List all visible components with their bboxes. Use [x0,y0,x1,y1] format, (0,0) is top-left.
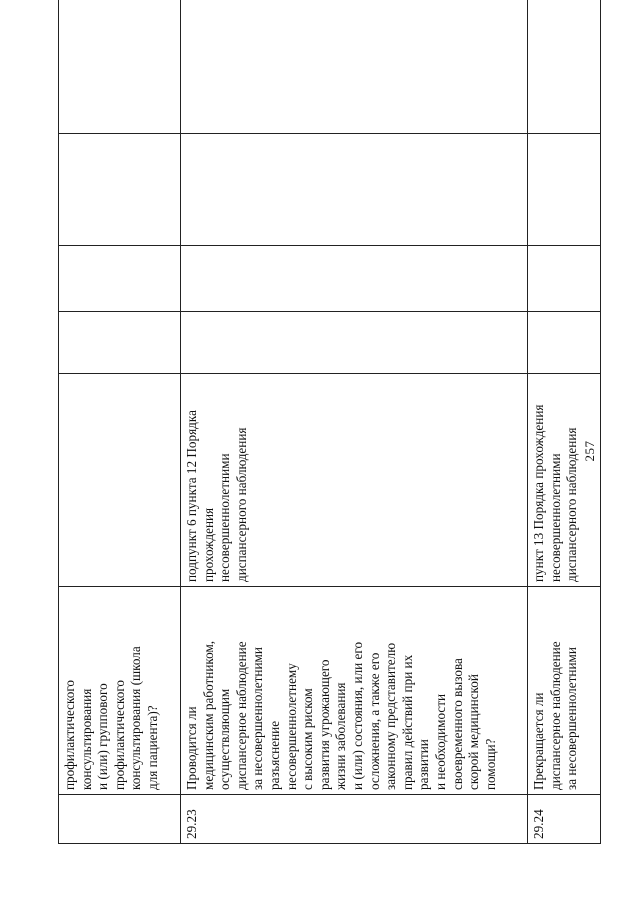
answer-no-cell [59,246,181,312]
text-line: диспансерное наблюдение [547,641,563,790]
answer-no-cell [528,246,601,312]
text-line: консультирования (школа [128,646,144,790]
text-line: Проводится ли [184,706,199,790]
text-line: прохождения [200,507,216,582]
answer-yes-cell [181,312,528,374]
item-number-cell: 29.24 [528,795,601,844]
text-line: правил действий при их [399,654,415,790]
text-line: пункт 13 Порядка прохождения [531,404,546,582]
text-line: своевременного вызова [449,658,465,790]
reference-cell [59,374,181,587]
notes-cell [528,0,601,134]
text-line: профилактического [111,679,127,790]
text-line: развития угрожающего [316,659,332,790]
item-number-cell [59,795,181,844]
checklist-table [58,0,601,844]
answer-yes-cell [59,312,181,374]
rotated-table-container [58,18,582,844]
text-line: и (или) состояния, или его [349,641,365,790]
text-line: и (или) группового [95,683,111,790]
text-line: для пациента)? [144,705,160,790]
reference-cell [528,374,601,587]
text-line: развитии [416,739,432,790]
text-line: медицинским работником, [200,640,216,790]
text-line: диспансерное наблюдение [233,641,249,790]
text-line: диспансерного наблюдения [233,427,249,582]
table-row [181,0,528,844]
table-row [59,0,181,844]
text-line: разъяснение [266,720,282,790]
not-applicable-cell [181,134,528,246]
table-row [528,0,601,844]
text-line: диспансерного наблюдения [564,427,580,582]
text-line: осуществляющим [217,688,233,790]
text-line: за несовершеннолетними [250,647,266,790]
text-line: с высоким риском [300,688,316,790]
text-line: консультирования [78,688,94,790]
text-line: помощи? [482,738,498,790]
text-line: несовершеннолетними [217,453,233,582]
text-line: осложнения, а также его [366,652,382,790]
text-line: Прекращается ли [531,692,546,790]
text-line: профилактического [62,679,77,790]
page-number: 257 [582,440,597,462]
not-applicable-cell [528,134,601,246]
text-line: и необходимости [432,693,448,790]
text-line: несовершеннолетними [547,453,563,582]
text-line: законному представителю [383,642,399,790]
text-line: несовершеннолетнему [283,663,299,790]
notes-cell [181,0,528,134]
question-cell [59,587,181,795]
notes-cell [59,0,181,134]
text-line: жизни заболевания [333,682,349,790]
item-number-cell: 29.23 [181,795,528,844]
question-cell [528,587,601,795]
text-line: за несовершеннолетними [564,647,580,790]
text-line: подпункт 6 пункта 12 Порядка [184,410,199,582]
answer-yes-cell [528,312,601,374]
not-applicable-cell [59,134,181,246]
question-cell [181,587,528,795]
text-line: скорой медицинской [466,674,482,790]
answer-no-cell [181,246,528,312]
reference-cell [181,374,528,587]
